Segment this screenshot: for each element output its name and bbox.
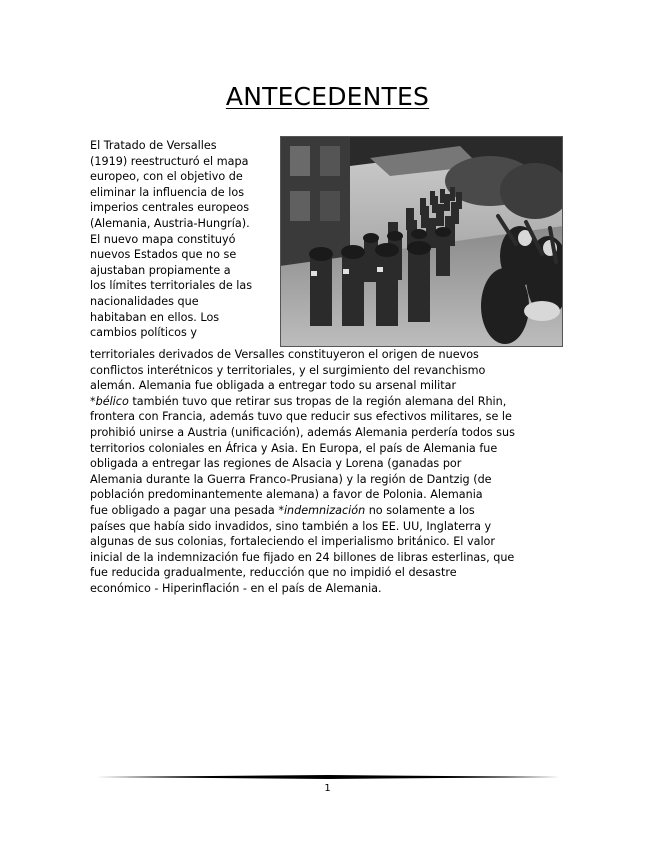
text-line: europeo, con el objetivo de bbox=[90, 170, 243, 184]
text-line: (1919) reestructuró el mapa bbox=[90, 154, 249, 168]
text-line-rest: no solamente a los bbox=[368, 503, 475, 517]
italic-term-indemnizacion: *indemnización bbox=[278, 503, 366, 517]
text-line: obligada a entregar las regiones de Alsacia y Lorena (ganadas por bbox=[90, 457, 462, 471]
text-line bbox=[90, 394, 565, 410]
text-line: algunas de sus colonias, fortaleciendo el imperialismo británico. El valor bbox=[90, 535, 495, 549]
text-line: los límites territoriales de las bbox=[90, 279, 253, 293]
text-line: frontera con Francia, además tuvo que reducir sus efectivos militares, se le bbox=[90, 410, 512, 424]
page-title-text: ANTECEDENTES bbox=[225, 82, 430, 111]
text-line: conflictos interétnicos y territoriales, y el surgimiento del revanchismo bbox=[90, 363, 486, 377]
text-line: fue reducida gradualmente, reducción que no impidió el desastre bbox=[90, 566, 457, 580]
text-line: Alemania durante la Guerra Franco-Prusiana) y la región de Dantzig (de bbox=[90, 472, 492, 486]
historical-photo bbox=[280, 136, 563, 347]
page-title bbox=[0, 82, 655, 111]
text-line-rest: también tuvo que retirar sus tropas de la región alemana del Rhin, bbox=[132, 394, 507, 408]
text-line: alemán. Alemania fue obligada a entregar todo su arsenal militar bbox=[90, 379, 457, 393]
text-line: habitaban en ellos. Los bbox=[90, 310, 220, 324]
text-line: nacionalidades que bbox=[90, 294, 199, 308]
page-number: 1 bbox=[324, 783, 331, 794]
text-line: El Tratado de Versalles bbox=[90, 139, 217, 152]
text-line: población predominantemente alemana) a favor de Polonia. Alemania bbox=[90, 488, 483, 502]
intro-paragraph-wrapped bbox=[90, 138, 272, 341]
text-line: imperios centrales europeos bbox=[90, 201, 250, 215]
text-line: económico - Hiperinflación - en el país de Alemania. bbox=[90, 581, 382, 595]
italic-term-belico: *bélico bbox=[90, 394, 129, 408]
text-line bbox=[90, 503, 565, 519]
text-line: nuevos Estados que no se bbox=[90, 248, 237, 262]
text-line: eliminar la influencia de los bbox=[90, 185, 245, 199]
text-line: territoriales derivados de Versalles constituyeron el origen de nuevos bbox=[90, 348, 479, 361]
text-line: ajustaban propiamente a bbox=[90, 263, 231, 277]
text-line: (Alemania, Austria-Hungría). bbox=[90, 216, 250, 230]
soldiers-marching-image bbox=[280, 136, 563, 347]
text-line: cambios políticos y bbox=[90, 326, 198, 340]
text-line: El nuevo mapa constituyó bbox=[90, 232, 236, 246]
text-line-start: fue obligado a pagar una pesada bbox=[90, 503, 279, 517]
text-line: inicial de la indemnización fue fijado en 24 billones de libras esterlinas, que bbox=[90, 550, 515, 564]
text-line: prohibió unirse a Austria (unificación), además Alemania perdería todos sus bbox=[90, 425, 515, 439]
body-paragraph bbox=[90, 347, 565, 597]
footer-divider bbox=[96, 775, 560, 779]
text-line: países que había sido invadidos, sino también a los EE. UU, Inglaterra y bbox=[90, 519, 492, 533]
text-line: territorios coloniales en África y Asia. En Europa, el país de Alemania fue bbox=[90, 441, 498, 455]
